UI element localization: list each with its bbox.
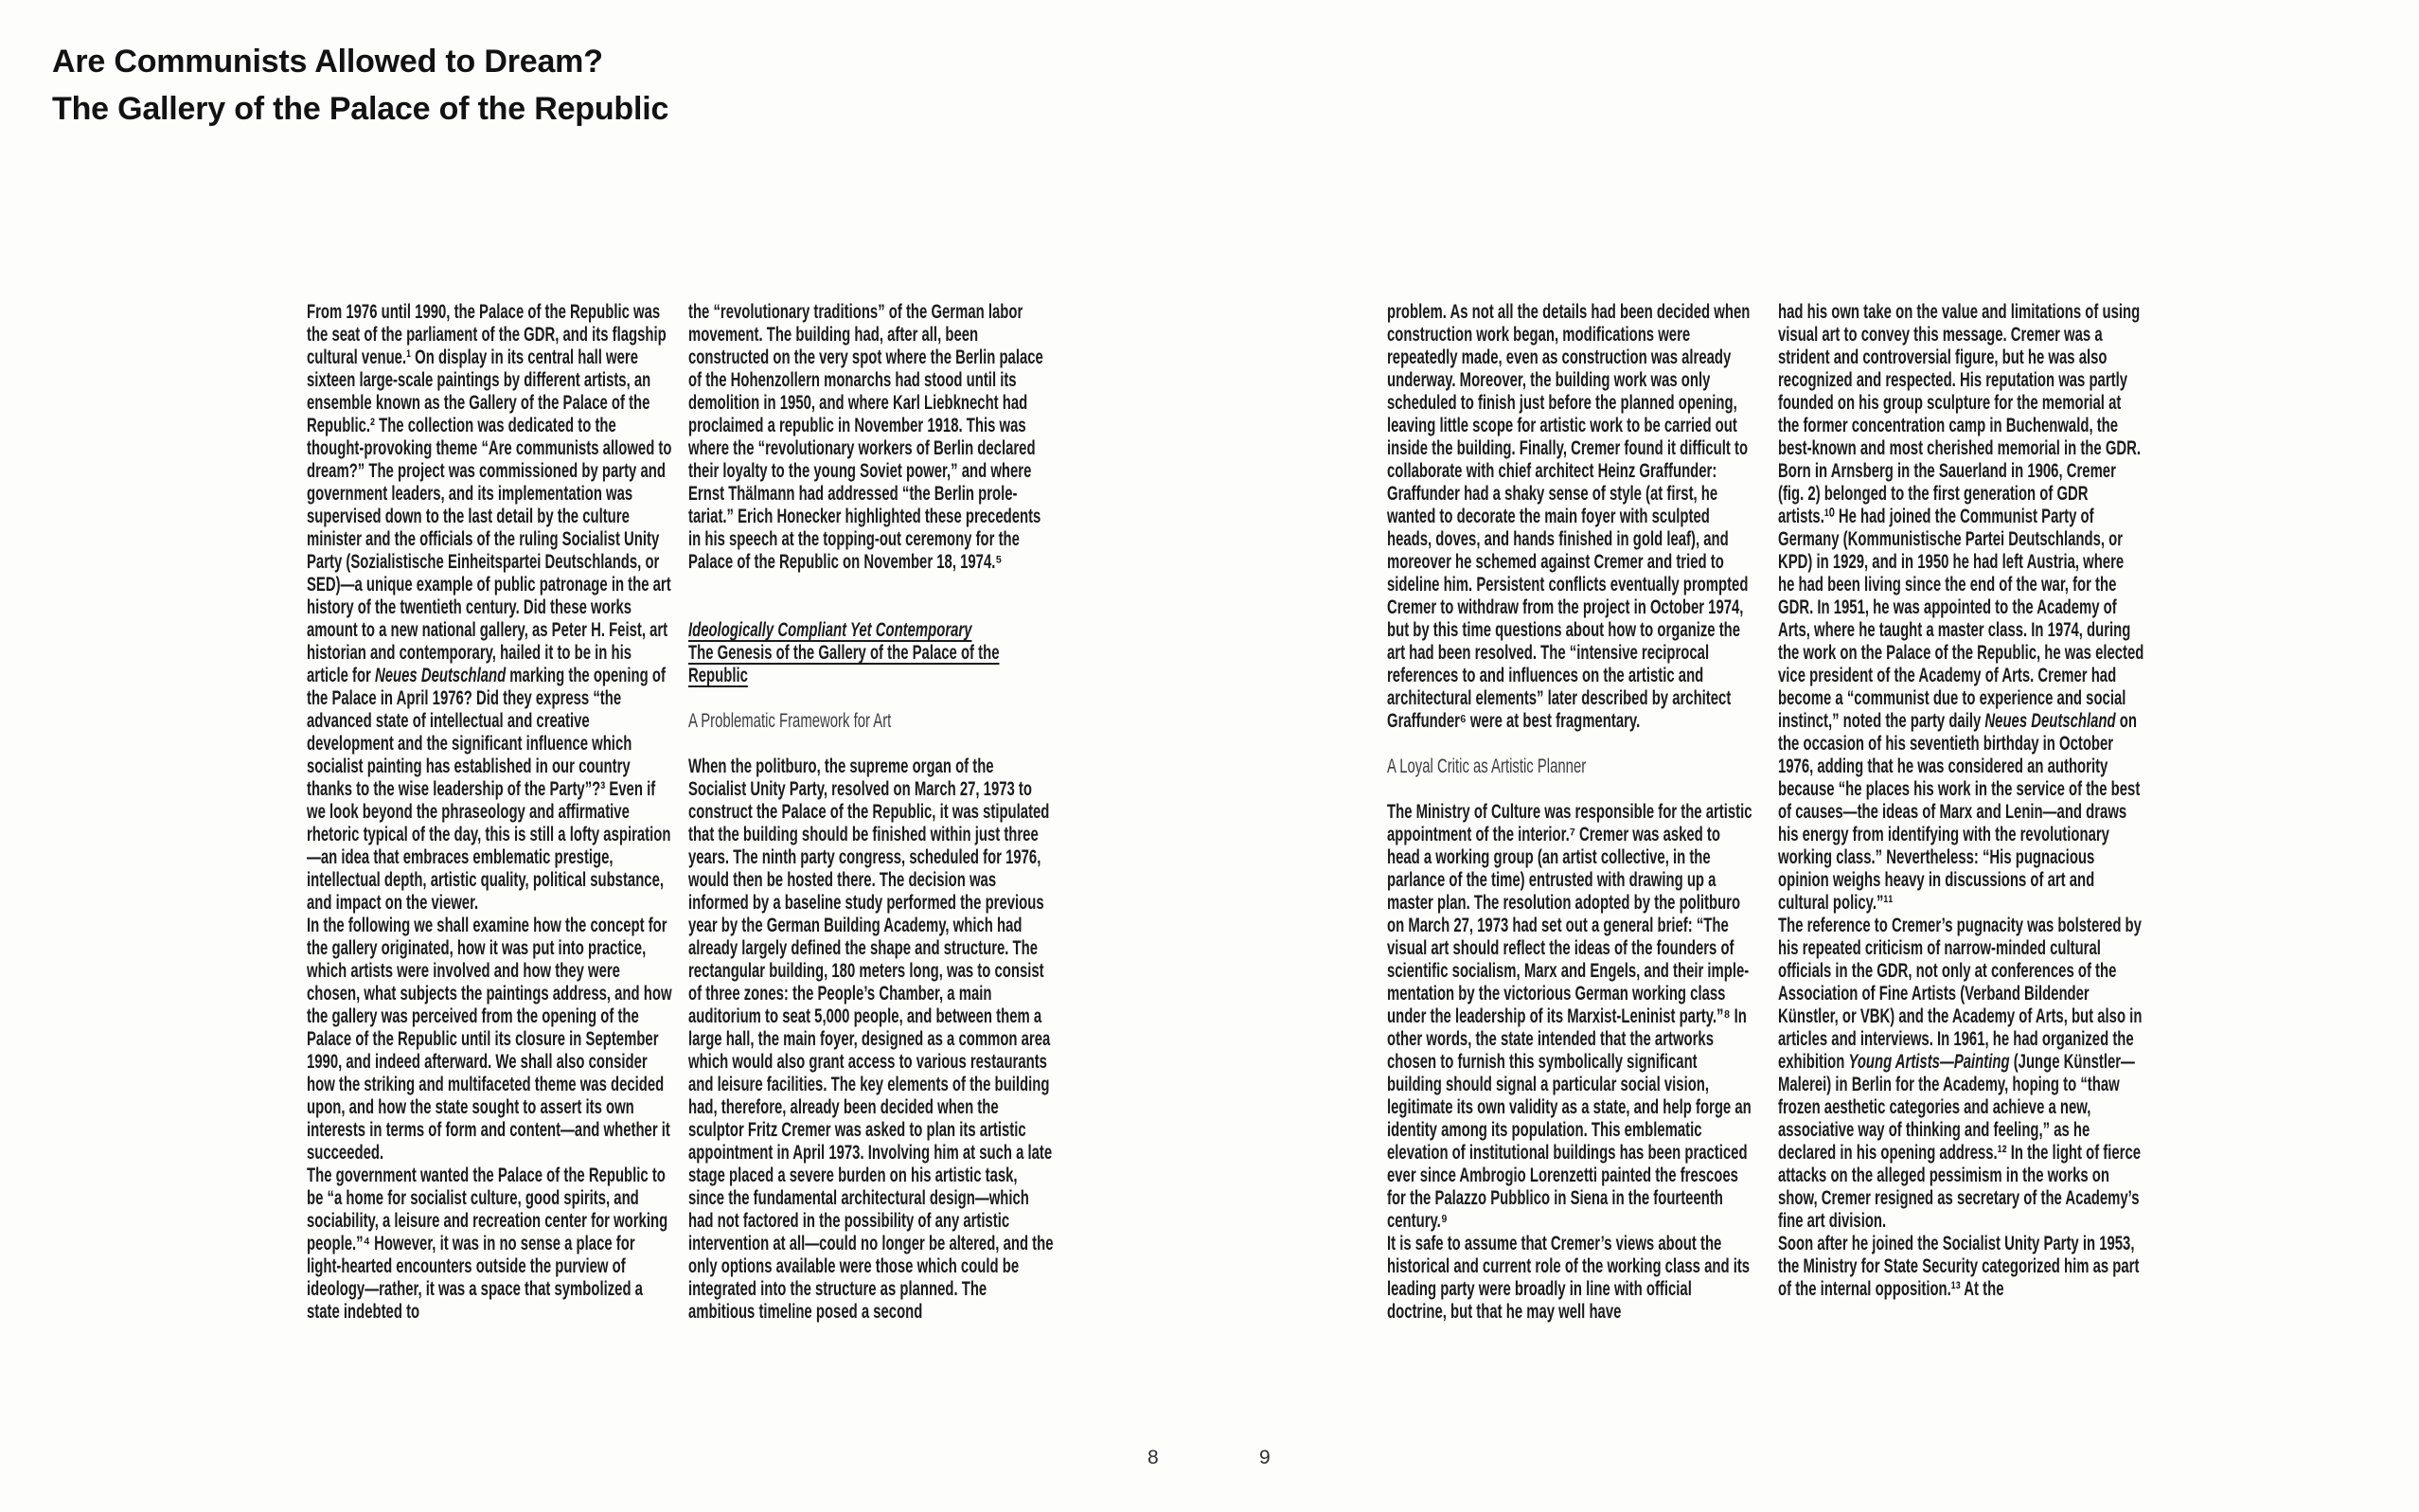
body-paragraph bbox=[1778, 915, 2143, 1233]
subheading: A Problematic Framework for Art bbox=[688, 710, 892, 732]
section-heading-title: The Genesis of the Gallery of the Palace of the Republic bbox=[688, 642, 1000, 686]
text-run: marking the opening of the Palace in April 1976? Did they express “the advanced state of intellectual and creative development and the significant influence which socialist painting has established in our country thanks to the wise leadership of the Party”?³ Even if we look beyond the phraseology and affirmative rhetoric typical of the day, this is still a lofty aspiration—an idea that embraces emblematic prestige, intellectual depth, artistic quality, political substance, and impact on the viewer. bbox=[307, 665, 671, 914]
body-paragraph: The Ministry of Culture was responsible for the artistic appointment of the interior.⁷ Cremer was asked to head a working group (an artist collective, in the parlance of the time) entrusted with drawing up a master plan. The resolution adopted by the politburo on March 27, 1973 had set out a general brief: “The visual art should reflect the ideas of the founders of scientific socialism, Marx and Engels, and their implementation by the victorious German working class under the leadership of its Marxist-Leninist party.”⁸ In other words, the state intended that the artworks chosen to furnish this symbolically significant building should signal a particular social vision, legitimate its own validity as a state, and help forge an identity among its population. This emblematic elevation of institutional buildings has been practiced ever since Ambrogio Lorenzetti painted the frescoes for the Palazzo Pubblico in Siena in the fourteenth century.⁹ bbox=[1387, 801, 1752, 1232]
journal-name-italic: Neues Deutschland bbox=[374, 665, 507, 686]
article-title bbox=[52, 38, 668, 133]
text-run: on the occasion of his seventieth birthday in October 1976, adding that he was considered an authority because “he places his work in the service of the best of causes—the ideas of Marx and Lenin—and draws his energy from identifying with the revolutionary working class.” Nevertheless: “His pugnacious opinion weighs heavy in discussions of art and cultural policy.”¹¹ bbox=[1778, 710, 2141, 914]
body-paragraph: In the following we shall examine how the concept for the gallery originated, how it was put into practice, which artists were involved and how they were chosen, what subjects the paintings address, and how the gallery was perceived from the opening of the Palace of the Republic until its closure in September 1990, and indeed afterward. We shall also consider how the striking and multifaceted theme was decided upon, and how the state sought to assert its own interests in terms of form and content—and whether it succeeded. bbox=[307, 915, 672, 1164]
body-paragraph: had his own take on the value and limitations of using visual art to convey this message. Cremer was a strident and controversial figure, but he was also recognized and respected. His reputation was partly founded on his group sculpture for the memorial at the former concentration camp in Buchenwald, the best-known and most cherished memorial in the GDR. bbox=[1778, 301, 2142, 459]
text-run: From 1976 until 1990, the Palace of the Republic was the seat of the parliament of the GDR, and its flagship cultural venue.¹ On display in its central hall were sixteen large-scale paintings by different artists, an ensemble known as the Gallery of the Palace of the Republic.² The collection was dedicated to the thought-provoking theme “Are communists allowed to dream?” The project was commissioned by party and government leaders, and its implementation was supervised down to the last detail by the culture minister and the officials of the ruling Socialist Unity Party (Sozialistische Einheitspartei Deutschlands, or SED)—a unique example of public patronage in the art history of the twentieth century. Did these works amount to a new national gallery, as Peter H. Feist, art historian and contemporary, hailed it to be in his article for bbox=[307, 301, 672, 686]
body-paragraph: problem. As not all the details had been decided when construction work began, modifications were repeatedly made, even as construction was already underway. Moreover, the building work was only scheduled to finish just before the planned opening, leaving little scope for artistic work to be carried out inside the building. Finally, Cremer found it difficult to collaborate with chief architect Heinz Graffunder: Graffunder had a shaky sense of style (at first, he wanted to decorate the main foyer with sculpted heads, doves, and hands finished in gold leaf), and moreover he schemed against Cremer and tried to sideline him. Persistent conflicts eventually prompted Cremer to withdraw from the project in October 1974, but by this time questions about how to organize the art had been resolved. The “intensive reciprocal references to and influences on the artistic and architectural elements” later described by architect Graffunder⁶ were at best fragmentary. bbox=[1387, 301, 1751, 732]
exhibition-title-italic: Young Artists—Painting bbox=[1848, 1051, 2010, 1073]
article-title-line1: Are Communists Allowed to Dream? bbox=[52, 44, 603, 80]
left-page-column-2 bbox=[688, 301, 1054, 1324]
left-page-column-1 bbox=[307, 301, 672, 1324]
body-paragraph bbox=[307, 301, 672, 915]
section-heading bbox=[688, 619, 1054, 687]
text-run: The reference to Cremer’s pugnacity was bolstered by his repeated criticism of narrow-minded cultural officials in the GDR, not only at conferences of the Association of Fine Artists (Verband Bildender Künstler, or VBK) and the Academy of Arts, but also in articles and interviews. In 1961, he had organized the exhibition bbox=[1778, 915, 2143, 1073]
body-paragraph: When the politburo, the supreme organ of the Socialist Unity Party, resolved on March 27, 1973 to construct the Palace of the Republic, it was stipulated that the building should be finished within just three years. The ninth party congress, scheduled for 1976, would then be hosted there. The decision was informed by a baseline study performed the previous year by the German Building Academy, which had already largely defined the shape and structure. The rectangular building, 180 meters long, was to consist of three zones: the People’s Chamber, a main auditorium to seat 5,000 people, and between them a large hall, the main foyer, designed as a common area which would also grant access to various restaurants and leisure facilities. The key elements of the building had, therefore, already been decided when the sculptor Fritz Cremer was asked to plan its artistic appointment in April 1973. Involving him at such a late stage placed a severe burden on his artistic task, since the fundamental architectural design—which had not factored in the possibility of any artistic intervention at all—could no longer be altered, and the only options available were those which could be integrated into the structure as planned. The ambitious timeline posed a second bbox=[688, 756, 1054, 1323]
section-heading-kicker: Ideologically Compliant Yet Contemporary bbox=[688, 619, 972, 641]
article-title-line2: The Gallery of the Palace of the Republic bbox=[52, 91, 669, 127]
journal-name-italic: Neues Deutschland bbox=[1984, 710, 2116, 732]
right-page-column-1 bbox=[1387, 301, 1752, 1324]
body-paragraph: It is safe to assume that Cremer’s views about the historical and current role of the working class and its leading party were broadly in line with official doctrine, but that he may well have bbox=[1387, 1233, 1751, 1323]
page-number-left: 8 bbox=[1147, 1447, 1159, 1468]
body-paragraph bbox=[1778, 460, 2143, 915]
body-paragraph: The government wanted the Palace of the Republic to be “a home for socialist culture, good spirits, and sociability, a leisure and recreation center for working people.”⁴ However, it was in no sense a place for light-hearted encounters outside the purview of ideology—rather, it was a space that symbolized a state indebted to bbox=[307, 1165, 668, 1323]
text-run: (Junge Künstler—Malerei) in Berlin for the Academy, hoping to “thaw frozen aesthetic categories and achieve a new, associative way of thinking and feeling,” as he declared in his opening address.¹² In the light of fierce attacks on the alleged pessimism in the works on show, Cremer resigned as secretary of the Academy’s fine art division. bbox=[1778, 1051, 2142, 1232]
text-run: Born in Arnsberg in the Sauerland in 1906, Cremer (fig. 2) belonged to the first generation of GDR artists.¹⁰ He had joined the Communist Party of Germany (Kommunistische Partei Deutschlands, or KPD) in 1929, and in 1950 he had left Austria, where he had been living since the end of the war, for the GDR. In 1951, he was appointed to the Academy of Arts, where he taught a master class. In 1974, during the work on the Palace of the Republic, he was elected vice president of the Academy of Arts. Cremer had become a “communist due to experience and social instinct,” noted the party daily bbox=[1778, 460, 2144, 732]
body-paragraph: Soon after he joined the Socialist Unity Party in 1953, the Ministry for State Security categorized him as part of the internal opposition.¹³ At the bbox=[1778, 1233, 2140, 1300]
page-number-right: 9 bbox=[1259, 1447, 1271, 1468]
body-paragraph: the “revolutionary traditions” of the German labor movement. The building had, after all, been constructed on the very spot where the Berlin palace of the Hohenzollern monarchs had stood until its demolition in 1950, and where Karl Liebknecht had proclaimed a republic in November 1918. This was where the “revolutionary workers of Berlin declared their loyalty to the young Soviet power,” and where Ernst Thälmann had addressed “the Berlin proletariat.” Erich Honecker highlighted these precedents in his speech at the topping-out ceremony for the Palace of the Republic on November 18, 1974.⁵ bbox=[688, 301, 1043, 573]
subheading: A Loyal Critic as Artistic Planner bbox=[1387, 756, 1587, 777]
right-page-column-2 bbox=[1778, 301, 2143, 1301]
